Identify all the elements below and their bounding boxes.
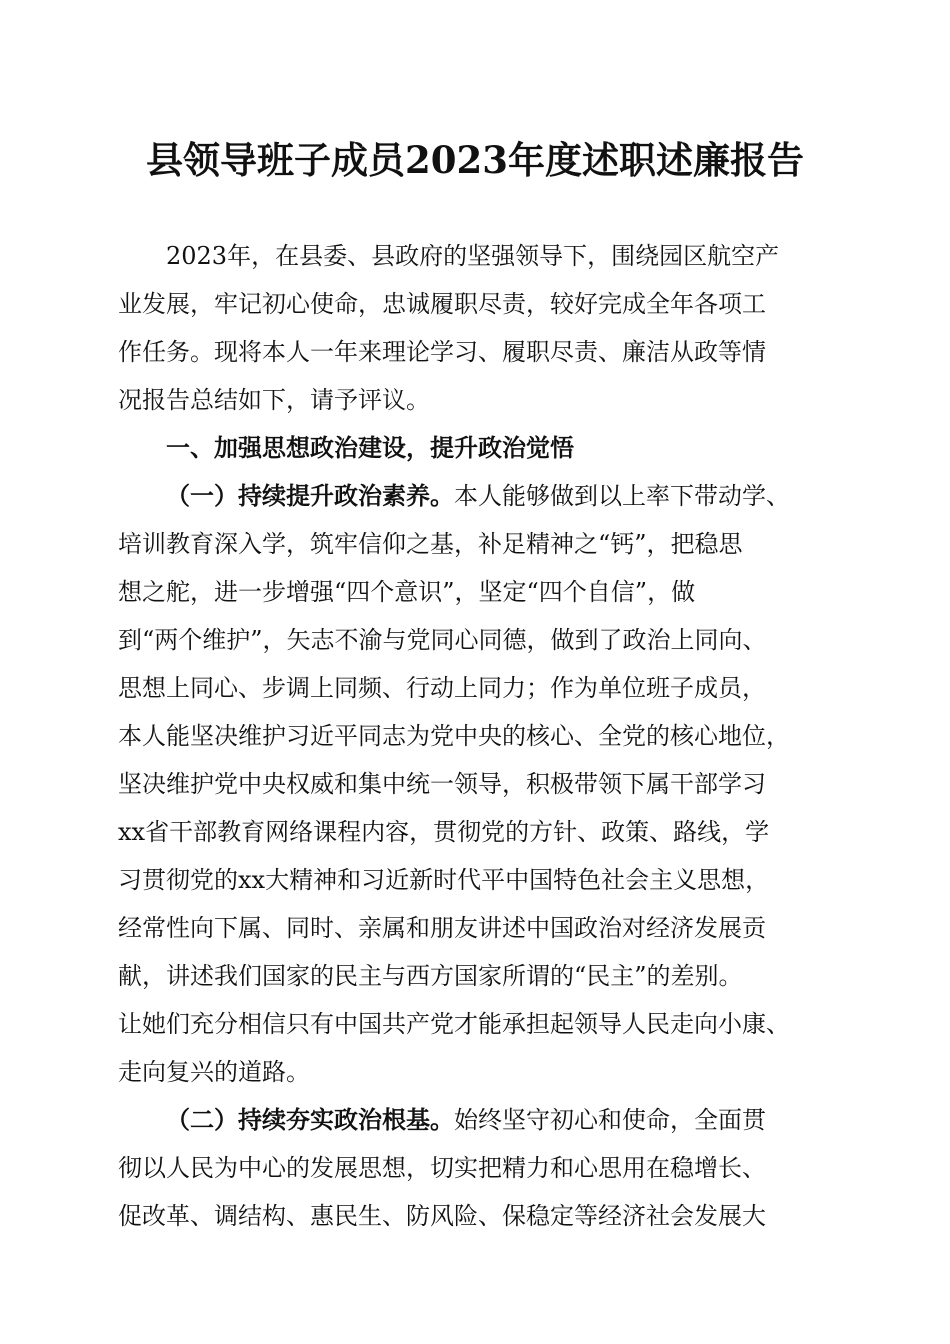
intro-paragraph — [118, 232, 830, 424]
section-heading-1: 一、加强思想政治建设，提升政治觉悟 — [166, 434, 574, 462]
paragraph-line: 走向复兴的道路。 — [118, 1058, 310, 1086]
paragraph-line: xx省干部教育网络课程内容，贯彻党的方针、政策、路线，学 — [118, 818, 770, 846]
paragraph-line: 坚决维护党中央权威和集中统一领导，积极带领下属干部学习 — [118, 770, 766, 798]
paragraph-line: 彻以人民为中心的发展思想，切实把精力和心思用在稳增长、 — [118, 1154, 766, 1182]
paragraph-line: 习贯彻党的xx大精神和习近新时代平中国特色社会主义思想， — [118, 866, 770, 894]
paragraph-line: 经常性向下属、同时、亲属和朋友讲述中国政治对经济发展贡 — [118, 914, 766, 942]
paragraph-first-line-text: 始终坚守初心和使命，全面贯 — [454, 1106, 766, 1134]
intro-line: 作任务。现将本人一年来理论学习、履职尽责、廉洁从政等情 — [118, 338, 766, 366]
paragraph-first-line — [118, 472, 830, 520]
paragraph-line: 到“两个维护”，矢志不渝与党同心同德，做到了政治上同向、 — [118, 626, 767, 654]
intro-line: 况报告总结如下，请予评议。 — [118, 386, 430, 414]
paragraph-2 — [118, 1096, 830, 1240]
paragraph-line: 本人能坚决维护习近平同志为党中央的核心、全党的核心地位， — [118, 722, 790, 750]
paragraph-line: 让她们充分相信只有中国共产党才能承担起领导人民走向小康、 — [118, 1010, 790, 1038]
paragraph-line: 培训教育深入学，筑牢信仰之基，补足精神之“钙”，把稳思 — [118, 530, 743, 558]
paragraph-first-line-text: 本人能够做到以上率下带动学、 — [454, 482, 790, 510]
document-title: 县领导班子成员2023年度述职述廉报告 — [146, 138, 804, 182]
paragraph-line: 献，讲述我们国家的民主与西方国家所谓的“民主”的差别。 — [118, 962, 743, 990]
paragraph-lead-title: （二）持续夯实政治根基。 — [166, 1106, 454, 1134]
intro-line: 业发展，牢记初心使命，忠诚履职尽责，较好完成全年各项工 — [118, 290, 766, 318]
paragraph-lead-title: （一）持续提升政治素养。 — [166, 482, 454, 510]
intro-line: 2023年，在县委、县政府的坚强领导下，围绕园区航空产 — [166, 242, 780, 270]
paragraph-line: 想之舵，进一步增强“四个意识”，坚定“四个自信”，做 — [118, 578, 696, 606]
paragraph-first-line — [118, 1096, 830, 1144]
paragraph-1 — [118, 472, 830, 1096]
paragraph-line: 促改革、调结构、惠民生、防风险、保稳定等经济社会发展大 — [118, 1202, 766, 1230]
paragraph-line: 思想上同心、步调上同频、行动上同力；作为单位班子成员， — [118, 674, 766, 702]
document-body — [118, 232, 830, 1240]
